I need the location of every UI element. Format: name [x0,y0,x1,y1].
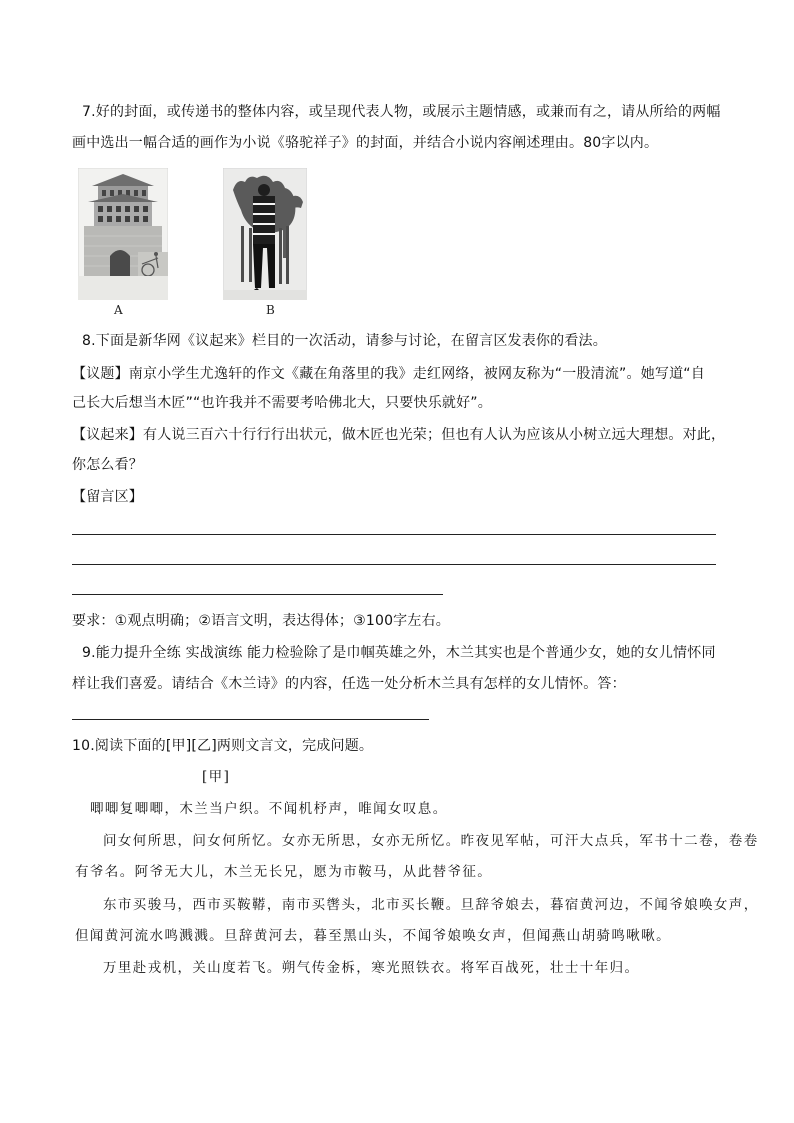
cover-option-a-caption: A [114,303,123,317]
q8-discuss-line1: 【议起来】有人说三百六十行行行出状元，做木匠也光荣；但也有人认为应该从小树立远大理想。对此， [72,427,726,443]
q9-text-line1: 9.能力提升全练 实战演练 能力检验除了是巾帼英雄之外，木兰其实也是个普通少女，她的女儿情怀同 [82,645,716,661]
q8-topic-line2: 己长大后想当木匠”“也许我并不需要考哈佛北大，只要快乐就好”。 [72,395,492,411]
q7-text-line1: 7.好的封面，或传递书的整体内容，或呈现代表人物，或展示主题情感，或兼而有之，请从所给的两幅 [82,104,721,120]
q10-passage-p2-line1: 问女何所思，问女何所忆。女亦无所思，女亦无所忆。昨夜见军帖，可汗大点兵，军书十二卷，卷卷 [103,833,759,849]
q9-answer-line[interactable] [72,719,429,720]
q10-passage-p3-line1: 东市买骏马，西市买鞍鞯，南市买辔头，北市买长鞭。旦辞爷娘去，暮宿黄河边，不闻爷娘唤女声， [103,897,759,913]
q10-passage-p4: 万里赴戎机，关山度若飞。朔气传金柝，寒光照铁衣。将军百战死，壮士十年归。 [103,960,640,976]
q10-passage-p1: 唧唧复唧唧，木兰当户织。不闻机杼声，唯闻女叹息。 [90,801,448,817]
q8-answer-line-2[interactable] [72,564,716,565]
q8-requirement: 要求：①观点明确；②语言文明，表达得体；③100字左右。 [72,613,450,629]
cover-option-a-image [78,168,168,304]
q10-text-line1: 10.阅读下面的[甲][乙]两则文言文，完成问题。 [72,738,374,754]
q8-text-line1: 8.下面是新华网《议起来》栏目的一次活动，请参与讨论，在留言区发表你的看法。 [82,333,607,349]
cover-option-b-image [223,168,307,304]
cover-option-b-caption: B [266,303,275,317]
q8-topic-line1: 【议题】南京小学生尤逸轩的作文《藏在角落里的我》走红网络，被网友称为“一股清流”。她写道“自 [72,366,705,382]
q10-passage-p2-line2: 有爷名。阿爷无大儿，木兰无长兄，愿为市鞍马，从此替爷征。 [75,864,493,880]
q8-comment-area-label: 【留言区】 [72,489,143,505]
q8-answer-line-3[interactable] [72,594,443,595]
q9-text-line2: 样让我们喜爱。请结合《木兰诗》的内容，任选一处分析木兰具有怎样的女儿情怀。答： [72,676,626,692]
q8-discuss-line2: 你怎么看？ [72,457,143,473]
q8-answer-line-1[interactable] [72,534,716,535]
q10-passage-p3-line2: 但闻黄河流水鸣溅溅。旦辞黄河去，暮至黑山头，不闻爷娘唤女声，但闻燕山胡骑鸣啾啾。 [75,928,671,944]
q7-text-line2: 画中选出一幅合适的画作为小说《骆驼祥子》的封面，并结合小说内容阐述理由。80字以内。 [72,135,659,151]
q10-section-label-jia: [甲] [202,769,231,785]
